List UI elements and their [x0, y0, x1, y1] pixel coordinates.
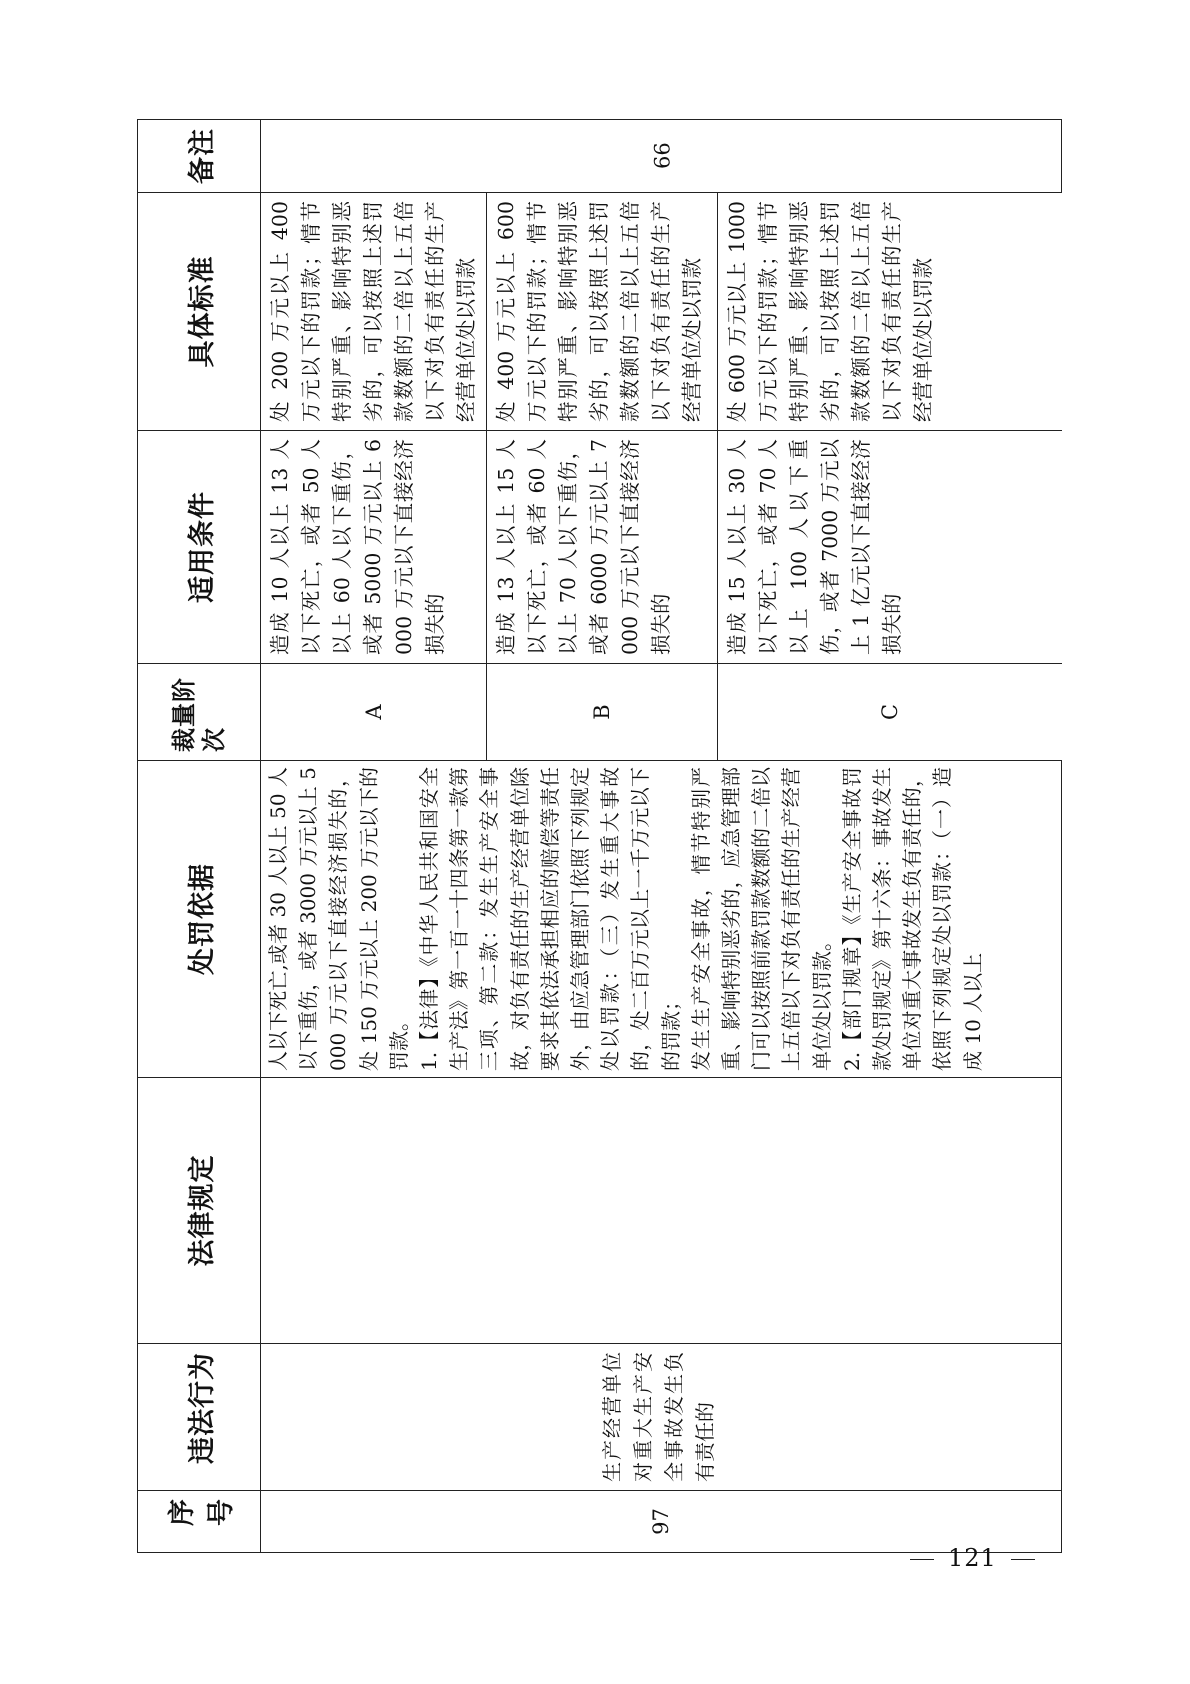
standard-cell-c [718, 193, 1062, 431]
basis-cell [261, 761, 1062, 1078]
standard-b: 处 400 万元以上 600 万元以下的罚款；情节特别严重、影响特别恶劣的，可以按照上述罚款数额的二倍以上五倍以下对负有责任的生产经营单位处以罚款 [494, 201, 704, 422]
standard-cell-b [487, 193, 718, 431]
standard-a: 处 200 万元以上 400 万元以下的罚款；情节特别严重、影响特别恶劣的，可以按照上述罚款数额的二倍以上五倍以下对负有责任的生产经营单位处以罚款 [268, 201, 478, 422]
page-number-value: 121 [948, 1544, 997, 1572]
header-violation: 违法行为 [138, 1344, 261, 1491]
remark-cell [261, 120, 1062, 193]
header-condition: 适用条件 [138, 431, 261, 664]
header-basis: 处罚依据 [138, 761, 261, 1078]
violation-text: 生产经营单位对重大生产安全事故发生负有责任的 [600, 1352, 717, 1482]
condition-cell-a [261, 431, 487, 664]
header-seq: 序号 [138, 1491, 261, 1553]
level-cell-c [718, 664, 1062, 761]
standard-c: 处 600 万元以上 1000 万元以下的罚款；情节特别严重、影响特别恶劣的，可以按照上述罚款数额的二倍以上五倍以下对负有责任的生产经营单位处以罚款 [725, 201, 935, 422]
condition-c: 造成 15 人以上 30 人以下死亡，或者 70 人以上 100 人以下重伤，或者 7000 万元以上 1 亿元以下直接经济损失的 [725, 439, 904, 655]
level-cell-a [261, 664, 487, 761]
header-remark: 备注 [138, 120, 261, 193]
violation-cell [261, 1344, 1062, 1491]
remark-value: 99 [649, 142, 673, 170]
penalty-table [137, 119, 1062, 1553]
condition-cell-c [718, 431, 1062, 664]
page-number [896, 1544, 1049, 1572]
level-cell-b [487, 664, 718, 761]
header-law: 法律规定 [138, 1078, 261, 1344]
level-c: C [877, 703, 902, 721]
dash-right [1011, 1559, 1035, 1560]
condition-cell-b [487, 431, 718, 664]
law-cell [261, 1078, 1062, 1344]
standard-cell-a [261, 193, 487, 431]
condition-a: 造成 10 人以上 13 人以下死亡，或者 50 人以上 60 人以下重伤，或者 5000 万元以上 6000 万元以下直接经济损失的 [268, 439, 447, 655]
level-a: A [361, 704, 386, 720]
header-level: 裁量阶次 [138, 664, 261, 761]
dash-left [910, 1559, 934, 1560]
basis-text: 人以下死亡,或者 30 人以上 50 人以下重伤，或者 3000 万元以上 5000 万元以下直接经济损失的，处 150 万元以上 200 万元以下的罚款。 1.【法律】《中华人民共和国安全生产法》第一百一十四条第一款第三项、第二款：发生生产安全事故，对负有责任的生产经营单位除要求其依法承担相应的赔偿等责任外，由应急管理部门依照下列规定处以罚款：（三）发生重大事故的，处二百万元以上一千万元以下的罚款； 发生生产安全事故，情节特别严重、影响特别恶劣的，应急管理部门可以按照前款罚款数额的二倍以上五倍以下对负有责任的生产经营单位处以罚款。 2.【部门规章】《生产安全事故罚款处罚规定》第十六条：事故发生单位对重大事故发生负有责任的，依照下列规定处以罚款：（一）造成 10 人以上 [266, 767, 985, 1071]
seq-value: 97 [649, 1508, 673, 1535]
table-row [261, 120, 487, 1553]
level-b: B [590, 704, 614, 720]
condition-b: 造成 13 人以上 15 人以下死亡，或者 60 人以上 70 人以下重伤，或者 6000 万元以上 7000 万元以下直接经济损失的 [494, 439, 673, 655]
header-standard: 具体标准 [138, 193, 261, 431]
header-row [138, 120, 261, 1553]
rotated-table-container [137, 120, 1062, 1553]
